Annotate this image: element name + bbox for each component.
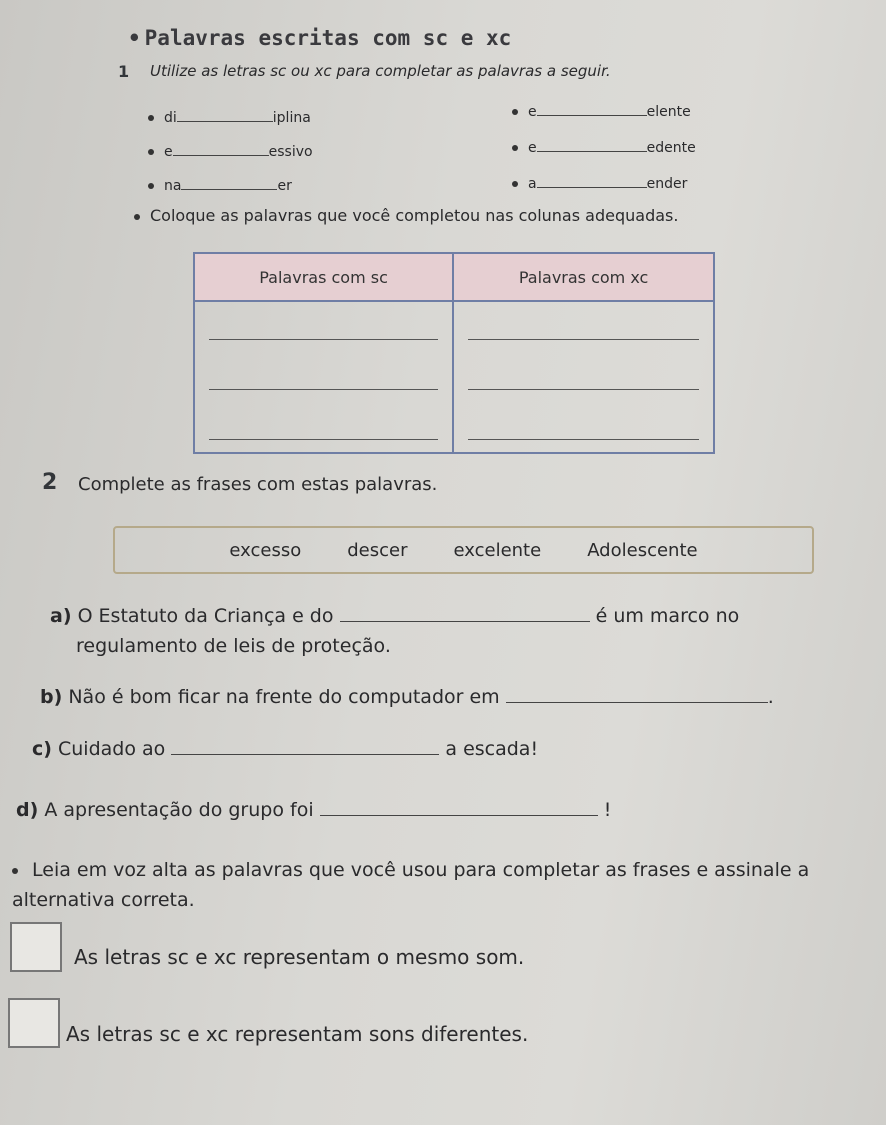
sentence-d: d) A apresentação do grupo foi !: [16, 799, 612, 821]
sentence-b: b) Não é bom ficar na frente do computador em .: [40, 686, 774, 708]
sentence-blank[interactable]: [171, 754, 439, 755]
option-2-label: As letras sc e xc representam sons diferentes.: [66, 1022, 529, 1046]
word-blank[interactable]: [173, 155, 269, 156]
option-1-label: As letras sc e xc representam o mesmo som.: [74, 945, 525, 969]
checkbox-option-2[interactable]: [8, 998, 60, 1048]
header-sc: Palavras com sc: [194, 253, 453, 301]
word-blank[interactable]: [537, 151, 647, 152]
word-bank-item: descer: [347, 539, 408, 561]
bullet: [512, 109, 518, 115]
bullet: [512, 181, 518, 187]
word-blank[interactable]: [537, 115, 647, 116]
word-item: e essivo: [148, 144, 313, 160]
bullet: [148, 183, 154, 189]
word-blank[interactable]: [181, 189, 277, 190]
word-bank-item: excelente: [453, 539, 542, 561]
word-bank: [113, 526, 814, 574]
answer-cell[interactable]: [194, 301, 453, 352]
checkbox-option-1[interactable]: [10, 922, 62, 972]
answer-cell[interactable]: [453, 301, 714, 352]
page-title: [128, 26, 511, 50]
question-2-number: 2: [42, 470, 58, 495]
instruction-columns: Coloque as palavras que você completou nas colunas adequadas.: [134, 206, 678, 225]
answer-cell[interactable]: [453, 352, 714, 402]
question-1-number: 1: [118, 62, 130, 81]
header-xc: Palavras com xc: [453, 253, 714, 301]
word-item: a ender: [512, 176, 687, 192]
question-1-instruction: Utilize as letras sc ou xc para completar as palavras a seguir.: [150, 62, 611, 80]
sc-xc-table: [193, 252, 715, 454]
answer-cell[interactable]: [194, 402, 453, 453]
sentence-blank[interactable]: [506, 702, 768, 703]
sentence-c: c) Cuidado ao a escada!: [32, 738, 539, 760]
bullet: [512, 145, 518, 151]
read-instruction: Leia em voz alta as palavras que você usou para completar as frases e assinale a alternativa correta.: [12, 859, 810, 911]
word-item: na er: [148, 178, 292, 194]
sentence-a-line2: regulamento de leis de proteção.: [76, 635, 391, 657]
sentence-blank[interactable]: [320, 815, 598, 816]
word-blank[interactable]: [537, 187, 647, 188]
word-blank[interactable]: [177, 121, 273, 122]
word-item: e edente: [512, 140, 696, 156]
word-bank-item: Adolescente: [587, 539, 698, 561]
word-item: di iplina: [148, 110, 311, 126]
word-bank-item: excesso: [229, 539, 302, 561]
sentence-a: a) O Estatuto da Criança e do é um marco no: [50, 605, 740, 627]
answer-cell[interactable]: [453, 402, 714, 453]
title-text: Palavras escritas com sc e xc: [144, 26, 512, 50]
question-2-instruction: Complete as frases com estas palavras.: [78, 474, 438, 495]
word-item: e elente: [512, 104, 691, 120]
bullet: [148, 115, 154, 121]
bullet: [148, 149, 154, 155]
bullet: [134, 214, 140, 220]
bullet: [12, 868, 18, 874]
sentence-blank[interactable]: [340, 621, 590, 622]
title-bullet: •: [128, 26, 141, 50]
answer-cell[interactable]: [194, 352, 453, 402]
